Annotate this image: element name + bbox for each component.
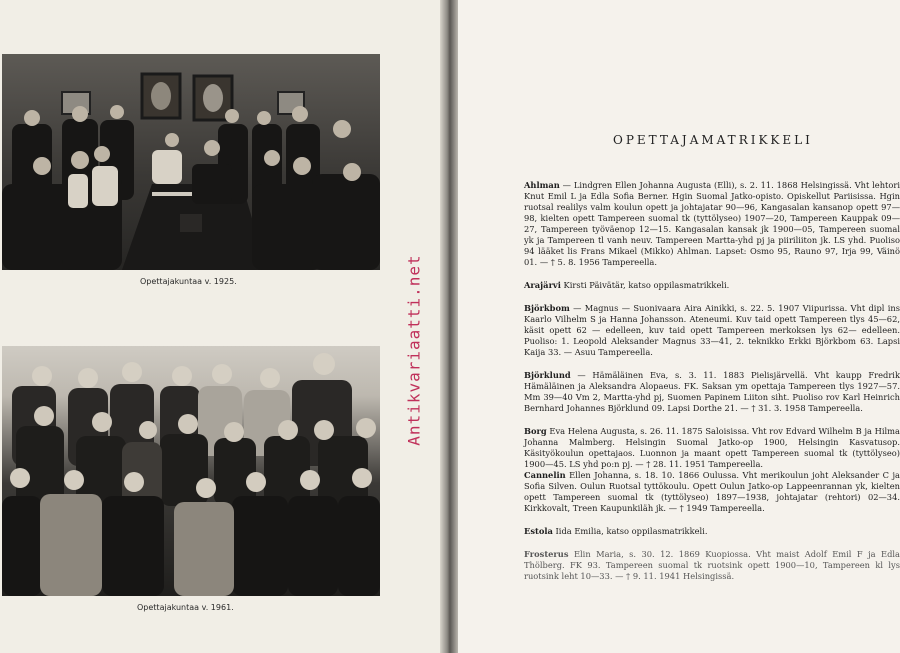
entry-ahlman [524,180,900,268]
entry-text: — Lindgren Ellen Johanna Augusta (Elli), s. 2. 11. 1868 Helsingissä. Vht lehtori Knut Emil L ja Edla Sofia Berner. Hgin Suomal Jatko-opisto. Opiskellut Pariisissa. Hgin ruotsal realilys valm koulun opett ja johtajatar 90—96, Kangasalan kansanop opett 97—98, kielten opett Tampereen suomal tk (tyttölyseo) 1907—20, Tampereen Kauppak 09—27, Tampereen työväenop 12—15. Kangasalan kansak jk 1900—05, Tampereen suomal yk ja Tampereen tl vanh neuv. Tampereen Martta-yhd pj ja piiriliiton jk. LS yhd. Puoliso 94 lääket lis Frans Mikael (Mikko) Ahlman. Lapset: Osmo 95, Rauno 97, Irja 99, Väinö 01. — † 5. 8. 1956 Tampereella. [524,180,900,267]
photo-1925-illustration [2,54,380,270]
entry-text: Ellen Johanna, s. 18. 10. 1866 Oulussa. Vht merikoulun joht Aleksander C ja Sofia Silven. Oulun Ruotsal tyttökoulu. Opett Oulun Jatko-op Lappeenrannan yk, kielten opett Tampereen suomal tk (tyttölyseo) 1897—1938, johtajatar (rehtori) 02—34. Kirkkovalt, Treen Kaupunkiläh jk. — † 1949 Tampereella. [524,470,900,513]
watermark-label: Antikvariaatti.net [404,254,424,446]
entry-name: Frosterus [524,549,569,559]
photo-1961-illustration [2,346,380,596]
entry-name: Ahlman [524,180,560,190]
entry-bjorklund [524,370,900,414]
book-gutter [440,0,458,653]
entry-name: Cannelin [524,470,566,480]
photo-1961-caption: Opettajakuntaa v. 1961. [137,603,234,612]
entry-text: Kirsti Päivätär, katso oppilasmatrikkeli. [560,280,730,290]
right-page [458,0,900,653]
entry-estola [524,526,900,537]
entry-frosterus [524,549,900,582]
entry-text: — Magnus — Suonivaara Aira Ainikki, s. 22. 5. 1907 Viipurissa. Vht dipl ins Kaarlo Vilhelm S ja Hanna Johansson. Ateneumi. Kuv taid opett Tampereen tlys 45—62, käsit opett 62 — edelleen, kuv taid opett Tampereen merkoksen lys 62— edelleen. Puoliso: 1. Leopold Aleksander Magnus 33—41, 2. teknikko Erkki Björkbom 63. Lapsi Kaija 33. — Asuu Tampereella. [524,303,900,357]
entry-text: Iida Emilia, katso oppilasmatrikkeli. [552,526,708,536]
photo-teachers-1961 [2,346,380,596]
entry-borg [524,426,900,470]
entry-name: Björkbom [524,303,570,313]
entry-cannelin [524,470,900,514]
entry-bjorkbom [524,303,900,358]
left-page [0,0,440,653]
entry-text: Elin Maria, s. 30. 12. 1869 Kuopiossa. Vht maist Adolf Emil F ja Edla Thölberg. FK 93. Tampereen suomal tk ruotsink opett 1900—10, Tampereen kl lys ruotsink leht 10—33. — † 9. 11. 1941 Helsingissä. [524,549,900,581]
photo-1925-caption: Opettajakuntaa v. 1925. [140,277,237,286]
entry-name: Borg [524,426,547,436]
entry-name: Arajärvi [524,280,561,290]
entry-text: Eva Helena Augusta, s. 26. 11. 1875 Saloisissa. Vht rov Edvard Wilhelm B ja Hilma Johanna Malmberg. Helsingin Suomal Jatko-op 1900, Helsingin Kasvatusop. Käsityökoulun opettajaos. Luonnon ja maant opett Tampereen suomal tk (tyttölyseo) 1900—45. LS yhd po:n pj. — † 28. 11. 1951 Tampereella. [524,426,900,469]
register-entries [524,180,900,594]
photo-teachers-1925 [2,54,380,270]
watermark-text [404,250,424,450]
entry-name: Björklund [524,370,571,380]
entry-text: — Hämäläinen Eva, s. 3. 11. 1883 Pielisjärvellä. Vht kaupp Fredrik Hämäläinen ja Aleksandra Alopaeus. FK. Saksan ym opettaja Tampereen tlys 1927—57. Mm 39—40 Vm 2, Martta-yhd pj, Suomen Papinem Liiton siht. Puoliso rov Karl Heinrich Bernhard Johannes Björklund 09. Lapsi Dorthe 21. — † 31. 3. 1958 Tampereella. [524,370,900,413]
entry-name: Estola [524,526,553,536]
entry-arajarvi [524,280,900,291]
page-heading: OPETTAJAMATRIKKELI [613,133,813,147]
